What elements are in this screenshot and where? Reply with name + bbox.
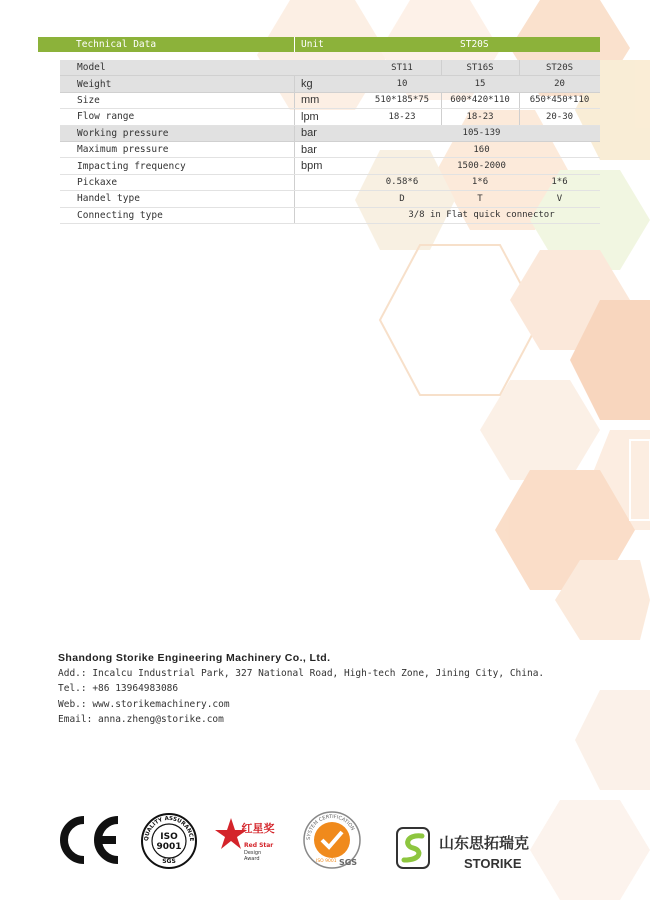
- row-unit: lpm: [294, 109, 358, 124]
- web-line: Web.: www.storikemachinery.com: [58, 698, 230, 710]
- row-value: 18-23: [466, 111, 494, 122]
- address-line: Add.: Incalcu Industrial Park, 327 National Road, High-tech Zone, Jining City, China.: [58, 668, 545, 680]
- storike-en-text: STORIKE: [464, 856, 522, 871]
- model-st20s: ST20S: [545, 62, 574, 73]
- row-label: Size: [77, 94, 100, 106]
- row-value: 20-30: [545, 111, 574, 122]
- table-row: [60, 109, 600, 125]
- model-st11: ST11: [391, 62, 413, 73]
- row-label: Maximum pressure: [77, 144, 169, 156]
- redstar-award-text: Award: [244, 856, 260, 862]
- row-value: 20: [554, 79, 565, 90]
- table-row: [60, 126, 600, 142]
- row-unit: [294, 191, 358, 206]
- redstar-en-text: Red Star: [244, 842, 274, 849]
- email-line: Email: anna.zheng@storike.com: [58, 713, 224, 725]
- table-row-model: [60, 60, 600, 76]
- spec-table: [38, 37, 600, 224]
- row-label: Weight: [77, 78, 112, 90]
- row-value: 10: [396, 79, 408, 90]
- row-value: 650*450*110: [529, 95, 590, 106]
- table-row: [60, 208, 600, 224]
- row-unit: [294, 175, 358, 190]
- row-value: 105-139: [462, 128, 501, 139]
- table-row: [60, 142, 600, 158]
- row-unit: bpm: [294, 158, 358, 173]
- row-value: 0.58*6: [385, 177, 419, 188]
- table-row: [60, 175, 600, 191]
- row-value: 600*420*110: [450, 95, 510, 106]
- redstar-cn-text: 红星奖: [241, 822, 275, 835]
- table-row: [60, 76, 600, 92]
- table-row: [60, 191, 600, 207]
- row-label: Impacting frequency: [77, 160, 186, 172]
- storike-brand-logo: [396, 826, 566, 874]
- row-value: 18-23: [388, 111, 416, 122]
- row-label: Handel type: [77, 193, 140, 205]
- ce-mark-logo: [56, 814, 122, 866]
- sgs-certification-logo: [302, 810, 362, 870]
- company-name: Shandong Storike Engineering Machinery Co., Ltd.: [58, 652, 331, 664]
- tel-line: Tel.: +86 13964983086: [58, 683, 179, 695]
- row-label: Working pressure: [77, 127, 169, 139]
- row-unit: kg: [294, 76, 358, 91]
- row-value: T: [477, 193, 483, 204]
- row-label: Flow range: [77, 111, 135, 123]
- model-st16s: ST16S: [466, 62, 494, 73]
- sgs-ring-text: SYSTEM CERTIFICATION: [305, 813, 356, 841]
- row-value: V: [556, 193, 563, 204]
- storike-cn-text: 山东思拓瑞克: [439, 834, 530, 852]
- row-unit: mm: [294, 93, 358, 108]
- sgs-iso-text: ISO 9001: [316, 859, 337, 864]
- header-technical-data: Technical Data: [76, 39, 157, 50]
- row-value: 1*6: [471, 177, 489, 188]
- row-value: D: [399, 193, 405, 204]
- iso-ring-text: QUALITY ASSURANCE: [143, 815, 195, 842]
- row-value: 3/8 in Flat quick connector: [408, 210, 555, 221]
- row-unit: bar: [294, 142, 358, 157]
- row-value: 1*6: [551, 177, 568, 188]
- row-unit: [294, 208, 358, 223]
- contact-block: [58, 651, 544, 727]
- iso-text: ISO: [160, 832, 178, 842]
- header-model-group: ST20S: [460, 39, 489, 50]
- iso-sgs-text: SGS: [162, 858, 176, 865]
- row-value: 510*185*75: [374, 95, 430, 106]
- row-label: Connecting type: [77, 209, 163, 221]
- table-row: [60, 158, 600, 174]
- table-body: [60, 60, 600, 224]
- row-unit: bar: [294, 126, 358, 141]
- row-label: Model: [77, 62, 106, 74]
- row-value: 1500-2000: [457, 161, 506, 172]
- iso-number: 9001: [156, 842, 182, 852]
- row-value: 160: [473, 144, 490, 155]
- table-row: [60, 93, 600, 109]
- red-star-award-logo: [214, 810, 284, 870]
- table-header: [38, 37, 600, 52]
- redstar-design-text: Design: [244, 850, 262, 856]
- sgs-text: SGS: [338, 858, 358, 867]
- row-value: 15: [474, 79, 486, 90]
- iso-9001-logo: [140, 812, 198, 870]
- header-unit: Unit: [301, 39, 324, 50]
- row-label: Pickaxe: [77, 176, 118, 188]
